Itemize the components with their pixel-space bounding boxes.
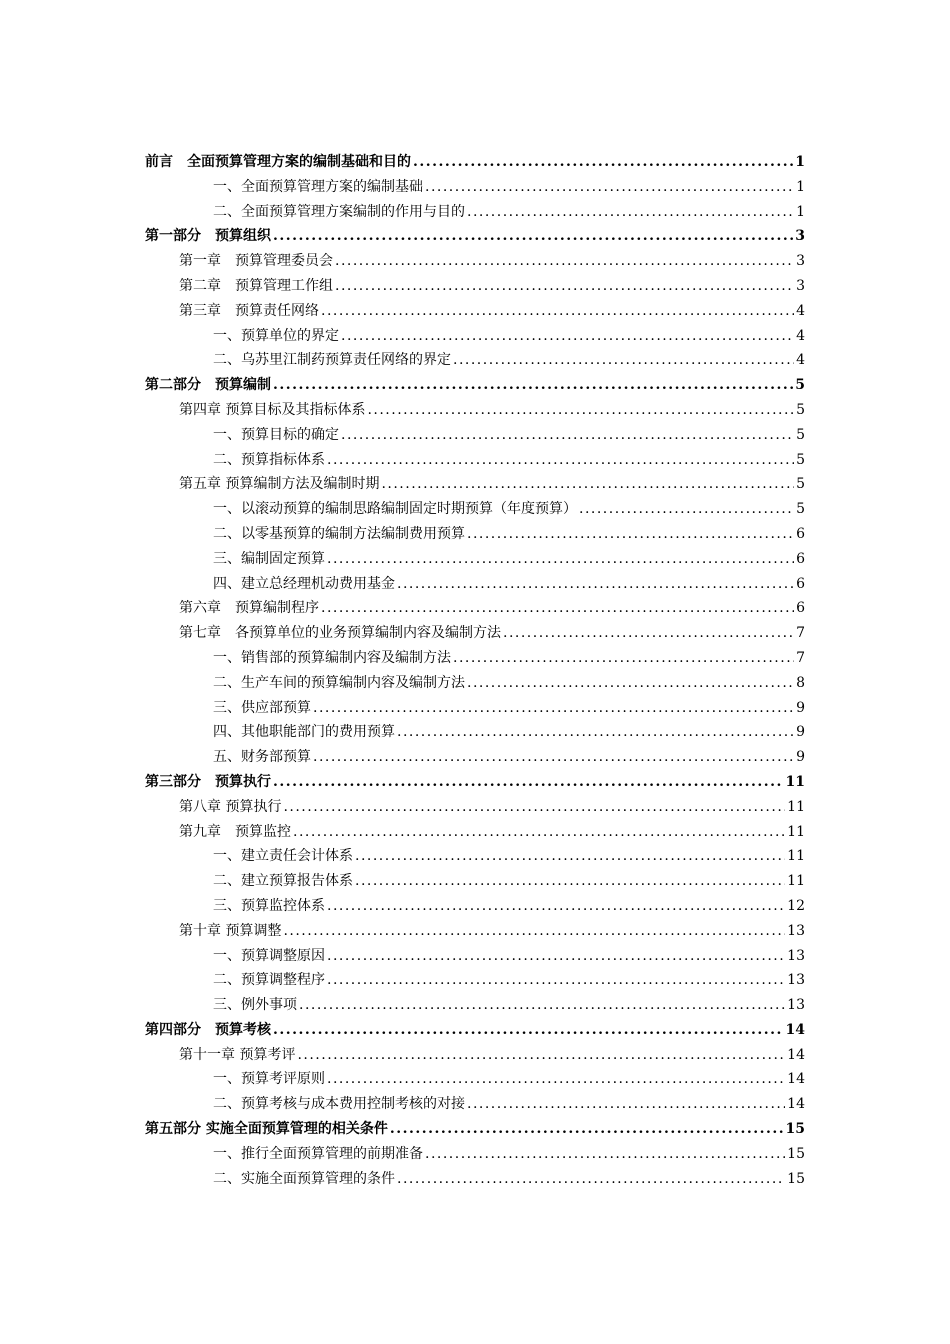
toc-page-number: 5 <box>796 401 805 418</box>
toc-part-entry[interactable] <box>145 1117 805 1142</box>
toc-chapter-entry[interactable] <box>145 472 805 497</box>
dot-leader <box>355 869 785 894</box>
toc-section-entry[interactable] <box>145 175 805 200</box>
toc-page-number: 9 <box>796 724 805 741</box>
dot-leader <box>283 795 785 820</box>
toc-entry-title: 第三章 预算责任网络 <box>179 302 319 319</box>
dot-leader <box>313 696 794 721</box>
toc-entry-title: 二、预算调整程序 <box>213 972 325 989</box>
dot-leader <box>327 1067 785 1092</box>
dot-leader <box>453 348 794 373</box>
toc-section-entry[interactable] <box>145 844 805 869</box>
dot-leader <box>273 1018 784 1043</box>
toc-page-number: 14 <box>787 1046 805 1063</box>
toc-section-entry[interactable] <box>145 547 805 572</box>
toc-entry-title: 五、财务部预算 <box>213 749 311 766</box>
toc-page-number: 15 <box>785 1121 805 1138</box>
toc-page-number: 7 <box>796 625 805 642</box>
toc-entry-title: 一、建立责任会计体系 <box>213 848 353 865</box>
dot-leader <box>413 150 793 175</box>
toc-chapter-entry[interactable] <box>145 299 805 324</box>
toc-entry-title: 第七章 各预算单位的业务预算编制内容及编制方法 <box>179 625 501 642</box>
toc-entry-title: 第五部分 实施全面预算管理的相关条件 <box>145 1121 388 1138</box>
toc-entry-title: 三、供应部预算 <box>213 699 311 716</box>
toc-page-number: 11 <box>787 823 805 840</box>
toc-entry-title: 第一部分 预算组织 <box>145 228 271 245</box>
toc-entry-title: 第三部分 预算执行 <box>145 773 271 790</box>
toc-page-number: 9 <box>796 749 805 766</box>
toc-entry-title: 三、编制固定预算 <box>213 550 325 567</box>
toc-part-entry[interactable] <box>145 770 805 795</box>
toc-section-entry[interactable] <box>145 572 805 597</box>
dot-leader <box>355 844 785 869</box>
dot-leader <box>467 1092 785 1117</box>
toc-page-number: 11 <box>787 848 805 865</box>
toc-entry-title: 三、预算监控体系 <box>213 897 325 914</box>
toc-entry-title: 一、销售部的预算编制内容及编制方法 <box>213 649 451 666</box>
toc-entry-title: 第八章 预算执行 <box>179 798 282 815</box>
toc-page-number: 1 <box>796 203 805 220</box>
toc-section-entry[interactable] <box>145 348 805 373</box>
toc-entry-title: 第四章 预算目标及其指标体系 <box>179 401 366 418</box>
dot-leader <box>327 944 785 969</box>
toc-entry-title: 第十章 预算调整 <box>179 922 282 939</box>
toc-page-number: 13 <box>787 997 805 1014</box>
toc-part-entry[interactable] <box>145 224 805 249</box>
toc-section-entry[interactable] <box>145 646 805 671</box>
dot-leader <box>321 596 794 621</box>
toc-section-entry[interactable] <box>145 894 805 919</box>
toc-entry-title: 第九章 预算监控 <box>179 823 291 840</box>
toc-part-entry[interactable] <box>145 1018 805 1043</box>
toc-entry-title: 第五章 预算编制方法及编制时期 <box>179 476 380 493</box>
toc-section-entry[interactable] <box>145 720 805 745</box>
toc-chapter-entry[interactable] <box>145 919 805 944</box>
toc-page-number: 4 <box>796 327 805 344</box>
dot-leader <box>341 324 794 349</box>
toc-entry-title: 二、建立预算报告体系 <box>213 873 353 890</box>
dot-leader <box>467 671 794 696</box>
toc-entry-title: 一、全面预算管理方案的编制基础 <box>213 178 423 195</box>
dot-leader <box>283 919 785 944</box>
toc-part-entry[interactable] <box>145 150 805 175</box>
toc-section-entry[interactable] <box>145 745 805 770</box>
toc-page-number: 9 <box>796 699 805 716</box>
toc-page-number: 4 <box>796 302 805 319</box>
toc-section-entry[interactable] <box>145 869 805 894</box>
dot-leader <box>273 770 784 795</box>
toc-page-number: 5 <box>796 476 805 493</box>
toc-section-entry[interactable] <box>145 944 805 969</box>
toc-entry-title: 前言 全面预算管理方案的编制基础和目的 <box>145 154 411 170</box>
toc-page-number: 15 <box>787 1145 805 1162</box>
toc-chapter-entry[interactable] <box>145 795 805 820</box>
toc-entry-title: 一、预算目标的确定 <box>213 426 339 443</box>
toc-chapter-entry[interactable] <box>145 249 805 274</box>
dot-leader <box>381 472 794 497</box>
dot-leader <box>273 224 793 249</box>
toc-entry-title: 一、预算调整原因 <box>213 947 325 964</box>
toc-entry-title: 二、预算指标体系 <box>213 451 325 468</box>
toc-page-number: 6 <box>796 550 805 567</box>
toc-chapter-entry[interactable] <box>145 621 805 646</box>
dot-leader <box>327 448 794 473</box>
toc-page-number: 11 <box>787 798 805 815</box>
dot-leader <box>397 720 794 745</box>
toc-section-entry[interactable] <box>145 1167 805 1192</box>
dot-leader <box>390 1117 784 1142</box>
dot-leader <box>327 894 785 919</box>
toc-page-number: 13 <box>787 922 805 939</box>
toc-entry-title: 第一章 预算管理委员会 <box>179 253 333 270</box>
toc-section-entry[interactable] <box>145 993 805 1018</box>
toc-entry-title: 一、推行全面预算管理的前期准备 <box>213 1145 423 1162</box>
toc-page-number: 14 <box>787 1071 805 1088</box>
toc-section-entry[interactable] <box>145 1067 805 1092</box>
dot-leader <box>425 1142 785 1167</box>
toc-page-number: 3 <box>795 228 805 245</box>
toc-entry-title: 一、预算单位的界定 <box>213 327 339 344</box>
toc-section-entry[interactable] <box>145 448 805 473</box>
dot-leader <box>503 621 794 646</box>
toc-entry-title: 二、乌苏里江制药预算责任网络的界定 <box>213 352 451 369</box>
toc-page-number: 13 <box>787 947 805 964</box>
toc-chapter-entry[interactable] <box>145 398 805 423</box>
toc-page-number: 14 <box>787 1096 805 1113</box>
toc-section-entry[interactable] <box>145 497 805 522</box>
toc-page-number: 7 <box>796 649 805 666</box>
toc-page-number: 6 <box>796 525 805 542</box>
dot-leader <box>467 522 794 547</box>
dot-leader <box>327 968 785 993</box>
toc-entry-title: 二、以零基预算的编制方法编制费用预算 <box>213 525 465 542</box>
toc-section-entry[interactable] <box>145 423 805 448</box>
dot-leader <box>299 993 785 1018</box>
toc-page-number: 3 <box>796 277 805 294</box>
toc-section-entry[interactable] <box>145 671 805 696</box>
toc-entry-title: 第二部分 预算编制 <box>145 377 271 394</box>
toc-entry-title: 一、以滚动预算的编制思路编制固定时期预算（年度预算） <box>213 501 577 518</box>
dot-leader <box>321 299 794 324</box>
dot-leader <box>335 274 794 299</box>
dot-leader <box>397 1167 785 1192</box>
toc-section-entry[interactable] <box>145 696 805 721</box>
toc-entry-title: 二、生产车间的预算编制内容及编制方法 <box>213 674 465 691</box>
toc-entry-title: 第四部分 预算考核 <box>145 1021 271 1038</box>
dot-leader <box>453 646 794 671</box>
toc-page-number: 14 <box>785 1021 805 1038</box>
toc-page-number: 12 <box>787 897 805 914</box>
toc-section-entry[interactable] <box>145 324 805 349</box>
toc-page-number: 6 <box>796 600 805 617</box>
dot-leader <box>341 423 794 448</box>
toc-entry-title: 二、全面预算管理方案编制的作用与目的 <box>213 203 465 220</box>
toc-entry-title: 二、预算考核与成本费用控制考核的对接 <box>213 1096 465 1113</box>
toc-page-number: 5 <box>796 426 805 443</box>
dot-leader <box>313 745 794 770</box>
toc-entry-title: 第六章 预算编制程序 <box>179 600 319 617</box>
dot-leader <box>335 249 794 274</box>
toc-page-number: 4 <box>796 352 805 369</box>
dot-leader <box>367 398 794 423</box>
toc-page-number: 5 <box>796 451 805 468</box>
toc-page-number: 1 <box>795 154 805 170</box>
table-of-contents <box>145 150 805 1191</box>
toc-page-number: 11 <box>785 773 805 790</box>
toc-chapter-entry[interactable] <box>145 1043 805 1068</box>
toc-entry-title: 四、建立总经理机动费用基金 <box>213 575 395 592</box>
toc-page-number: 5 <box>796 501 805 518</box>
dot-leader <box>293 820 785 845</box>
dot-leader <box>327 547 794 572</box>
toc-page-number: 13 <box>787 972 805 989</box>
toc-section-entry[interactable] <box>145 522 805 547</box>
dot-leader <box>467 200 794 225</box>
toc-chapter-entry[interactable] <box>145 274 805 299</box>
toc-page-number: 1 <box>796 178 805 195</box>
dot-leader <box>273 373 793 398</box>
toc-page-number: 11 <box>787 873 805 890</box>
toc-part-entry[interactable] <box>145 373 805 398</box>
toc-page-number: 8 <box>796 674 805 691</box>
dot-leader <box>425 175 794 200</box>
toc-chapter-entry[interactable] <box>145 596 805 621</box>
toc-chapter-entry[interactable] <box>145 820 805 845</box>
toc-entry-title: 三、例外事项 <box>213 997 297 1014</box>
toc-page-number: 6 <box>796 575 805 592</box>
toc-entry-title: 第二章 预算管理工作组 <box>179 277 333 294</box>
toc-page-number: 15 <box>787 1170 805 1187</box>
toc-page-number: 5 <box>795 377 805 394</box>
toc-section-entry[interactable] <box>145 1092 805 1117</box>
toc-section-entry[interactable] <box>145 1142 805 1167</box>
dot-leader <box>579 497 794 522</box>
toc-page-number: 3 <box>796 253 805 270</box>
toc-entry-title: 一、预算考评原则 <box>213 1071 325 1088</box>
toc-entry-title: 第十一章 预算考评 <box>179 1046 296 1063</box>
dot-leader <box>397 572 794 597</box>
dot-leader <box>297 1043 785 1068</box>
toc-section-entry[interactable] <box>145 200 805 225</box>
toc-entry-title: 二、实施全面预算管理的条件 <box>213 1170 395 1187</box>
toc-entry-title: 四、其他职能部门的费用预算 <box>213 724 395 741</box>
toc-section-entry[interactable] <box>145 968 805 993</box>
